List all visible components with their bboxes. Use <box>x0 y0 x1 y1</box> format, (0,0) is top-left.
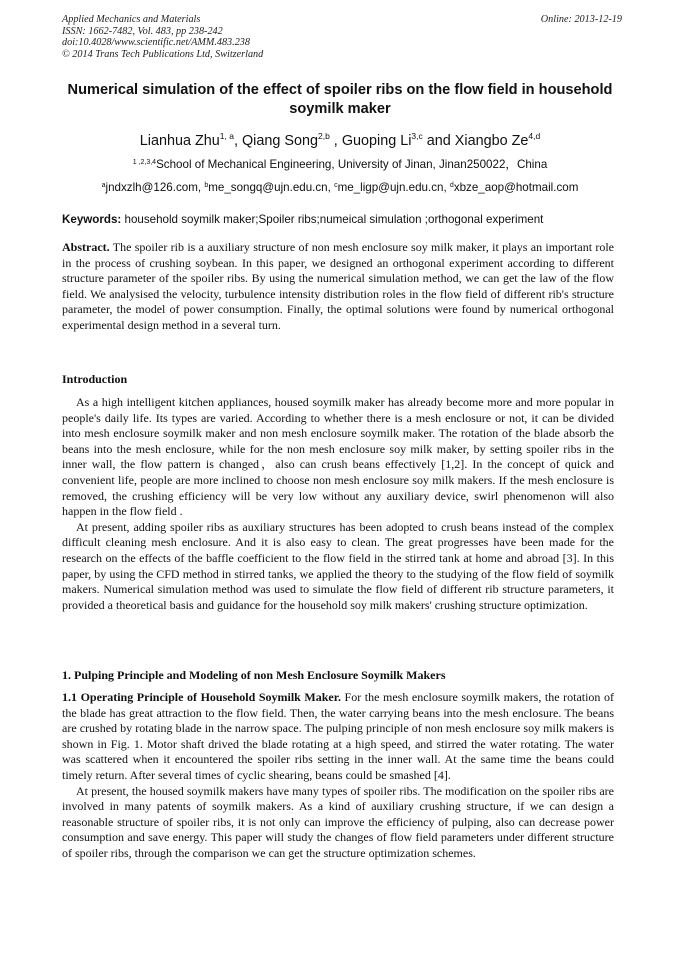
journal-header <box>62 14 622 60</box>
journal-doi: doi:10.4028/www.scientific.net/AMM.483.238 <box>62 37 250 49</box>
author-name: Guoping Li <box>341 133 412 149</box>
email-mark: d <box>449 182 454 189</box>
journal-name: Applied Mechanics and Materials <box>62 14 201 25</box>
introduction-paragraph: At present, adding spoiler ribs as auxiliary structures has been adopted to crush beans instead of the complex difficult cleaning mesh enclosure. And it is also easy to clean. The great progresses have been made for the research on the effects of the baffle coefficient to the flow field in the stirred tank at home and abroad [3]. In this paper, by using the CFD method in stirred tanks, we applied the theory to the studying of the flow field of soymilk makers. Numerical simulation method was used to simulate the flow field of different rib structure parameters, it provided a theoretical basis and guidance for the household soy milk makers' crushing structure optimization. <box>62 519 614 612</box>
email-address: jndxzlh@126.com, <box>105 181 205 194</box>
keywords-text: household soymilk maker;Spoiler ribs;numeical simulation ;orthogonal experiment <box>121 213 544 226</box>
email-address: xbze_aop@hotmail.com <box>453 181 579 194</box>
email-mark: a <box>101 182 106 189</box>
keywords <box>62 212 618 228</box>
abstract <box>62 240 614 334</box>
author-affiliation-mark: 3,c <box>411 131 423 141</box>
author-name: Qiang Song <box>241 133 318 149</box>
author-list <box>62 126 618 151</box>
introduction-paragraph: As a high intelligent kitchen appliances, housed soymilk maker has already become more and more popular in people's daily life. Its types are varied. According to whether there is a mesh enclosure or not, it can be divided into mesh enclosure soymilk maker and non mesh enclosure soymilk maker. The rotation of the blade absorb the beans into the mesh enclosure, while for the non mesh enclosure soy milk maker, by setting spoiler ribs in the inner wall, the flow pattern is changed，also can crush beans effectively [1,2]. In the concept of quick and convenient life, people are more inclined to choose non mesh enclosure soy milk makers. If the mesh enclosure is removed, the crushing efficiency will be very low without any auxiliary device, swirl phenomenon will also happen in the flow field . <box>62 395 614 519</box>
author-separator: , <box>233 133 242 149</box>
introduction-body <box>62 395 614 613</box>
subsection-1-1-heading: 1.1 Operating Principle of Household Soymilk Maker. <box>62 690 341 704</box>
email-mark: c <box>334 182 338 189</box>
section-1-heading: 1. Pulping Principle and Modeling of non Mesh Enclosure Soymilk Makers <box>62 668 446 682</box>
introduction-heading: Introduction <box>62 372 128 386</box>
email-list <box>62 178 618 196</box>
email-address: me_songq@ujn.edu.cn, <box>208 181 335 194</box>
affiliation <box>62 155 618 173</box>
affiliation-text: School of Mechanical Engineering, University of Jinan, Jinan250022，China <box>156 158 548 171</box>
section-1-paragraph: At present, the housed soymilk makers have many types of spoiler ribs. The modification on the spoiler ribs are involved in many patents of soymilk makers. As a kind of auxiliary crushing structure, if we can design a reasonable structure of spoiler ribs, it is not only can improve the efficiency of pulping, also can decrease power consumption and save energy. This paper will study the changes of flow field parameters under different structure of spoiler ribs, through the comparison we can get the structure optimization schemes. <box>62 783 614 860</box>
section-1-paragraph: For the mesh enclosure soymilk makers, the rotation of the blade has great attraction to the flow field. Then, the water carrying beans into the mesh enclosure. The beans are crushed by rotating blade in the narrow space. The pulping principle of non mesh enclosure soy milk makers is shown in Fig. 1. Motor shaft drived the blade rotating at a high speed, and stirred the water rotating. The water was scattered when it encountered the spoiler ribs setting in the inner wall. At the same time the beans could timely return. After several times of cyclic shearing, beans could be smashed [4]. <box>62 690 614 782</box>
author-separator: and <box>422 133 455 149</box>
email-address: me_ligp@ujn.edu.cn, <box>337 181 450 194</box>
keywords-label: Keywords: <box>62 213 122 226</box>
section-1-body <box>62 690 614 862</box>
journal-issn: ISSN: 1662-7482, Vol. 483, pp 238-242 <box>62 25 223 37</box>
author-affiliation-mark: 2,b <box>317 131 330 141</box>
email-mark: b <box>204 182 209 189</box>
affiliation-mark: 1 ,2,3,4 <box>132 159 157 166</box>
author-separator: , <box>329 133 342 149</box>
author-affiliation-mark: 4,d <box>528 131 541 141</box>
author-name: Lianhua Zhu <box>139 133 220 149</box>
abstract-text: The spoiler rib is a auxiliary structure of non mesh enclosure soy milk maker, it plays an important role in the process of crushing soybean. In this paper, we designed an orthogonal experiment according to different structure parameter of the spoiler ribs. By using the numerical simulation method, we can get the law of the flow field. We analysised the velocity, turbulence intensity distribution roles in the flow field of different rib's structure parameter, the model of power consumption. Finally, the optimal solutions were found by numerical orthogonal experimental design method in a several turn. <box>62 240 614 332</box>
paper-title: Numerical simulation of the effect of spoiler ribs on the flow field in household soymilk maker <box>67 82 613 117</box>
abstract-label: Abstract. <box>62 240 110 254</box>
author-name: Xiangbo Ze <box>454 133 529 149</box>
journal-copyright: © 2014 Trans Tech Publications Ltd, Switzerland <box>62 48 264 60</box>
online-date: Online: 2013-12-19 <box>540 14 622 25</box>
author-affiliation-mark: 1, a <box>219 131 234 141</box>
